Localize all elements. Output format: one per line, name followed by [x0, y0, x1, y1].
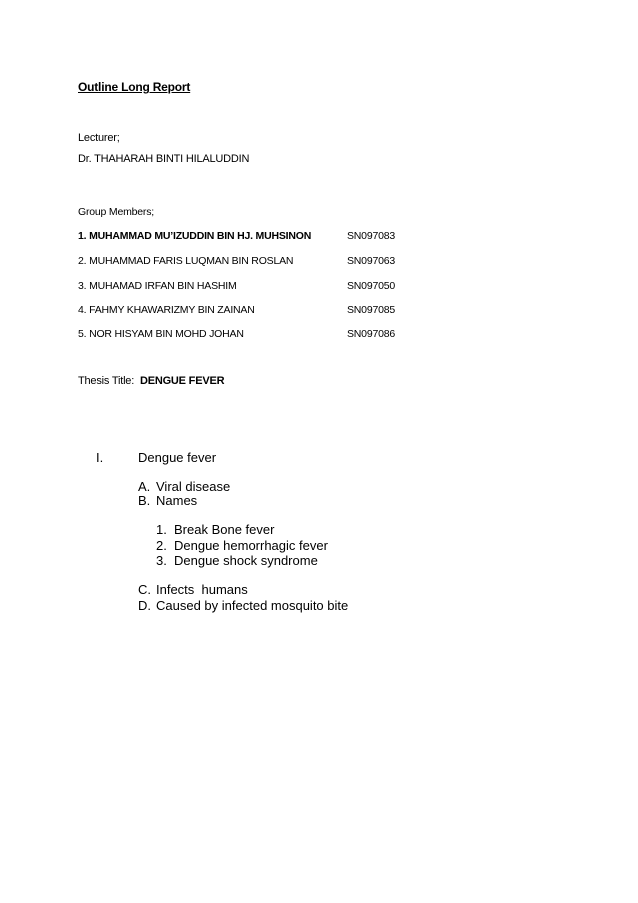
- member-id: SN097063: [347, 255, 396, 267]
- member-id: SN097086: [347, 328, 396, 340]
- outline-item: Caused by infected mosquito bite: [156, 598, 349, 613]
- outline-subitem: Break Bone fever: [174, 522, 275, 537]
- outline-subitem: Dengue hemorrhagic fever: [174, 538, 328, 553]
- member-name: 2. MUHAMMAD FARIS LUQMAN BIN ROSLAN: [78, 255, 294, 267]
- lecturer-label: Lecturer;: [78, 132, 120, 144]
- report-title: Outline Long Report: [78, 80, 191, 94]
- outline-item-marker: C.: [138, 582, 151, 597]
- member-id: SN097085: [347, 304, 396, 316]
- outline-item: Viral disease: [156, 479, 231, 494]
- member-id: SN097083: [347, 230, 396, 242]
- thesis-label: Thesis Title:: [78, 375, 137, 387]
- thesis-line: [78, 375, 224, 387]
- outline-subitem-marker: 3.: [156, 553, 167, 568]
- outline-item-marker: A.: [138, 479, 151, 494]
- outline-subitem-marker: 1.: [156, 522, 167, 537]
- member-name: 5. NOR HISYAM BIN MOHD JOHAN: [78, 328, 244, 340]
- outline-subitem-marker: 2.: [156, 538, 167, 553]
- outline-item: Infects humans: [156, 582, 248, 597]
- group-members-label: Group Members;: [78, 206, 154, 218]
- outline-item-marker: B.: [138, 493, 151, 508]
- outline-section-numeral: I.: [96, 450, 104, 465]
- thesis-title: DENGUE FEVER: [139, 375, 225, 387]
- outline-item: Names: [156, 493, 198, 508]
- outline-section-title: Dengue fever: [138, 450, 217, 465]
- member-name: 3. MUHAMAD IRFAN BIN HASHIM: [78, 280, 237, 292]
- member-name: 1. MUHAMMAD MU’IZUDDIN BIN HJ. MUHSINON: [78, 230, 312, 242]
- lecturer-name: Dr. THAHARAH BINTI HILALUDDIN: [78, 153, 250, 165]
- member-name: 4. FAHMY KHAWARIZMY BIN ZAINAN: [78, 304, 255, 316]
- member-id: SN097050: [347, 280, 396, 292]
- outline-item-marker: D.: [138, 598, 151, 613]
- outline-subitem: Dengue shock syndrome: [174, 553, 318, 568]
